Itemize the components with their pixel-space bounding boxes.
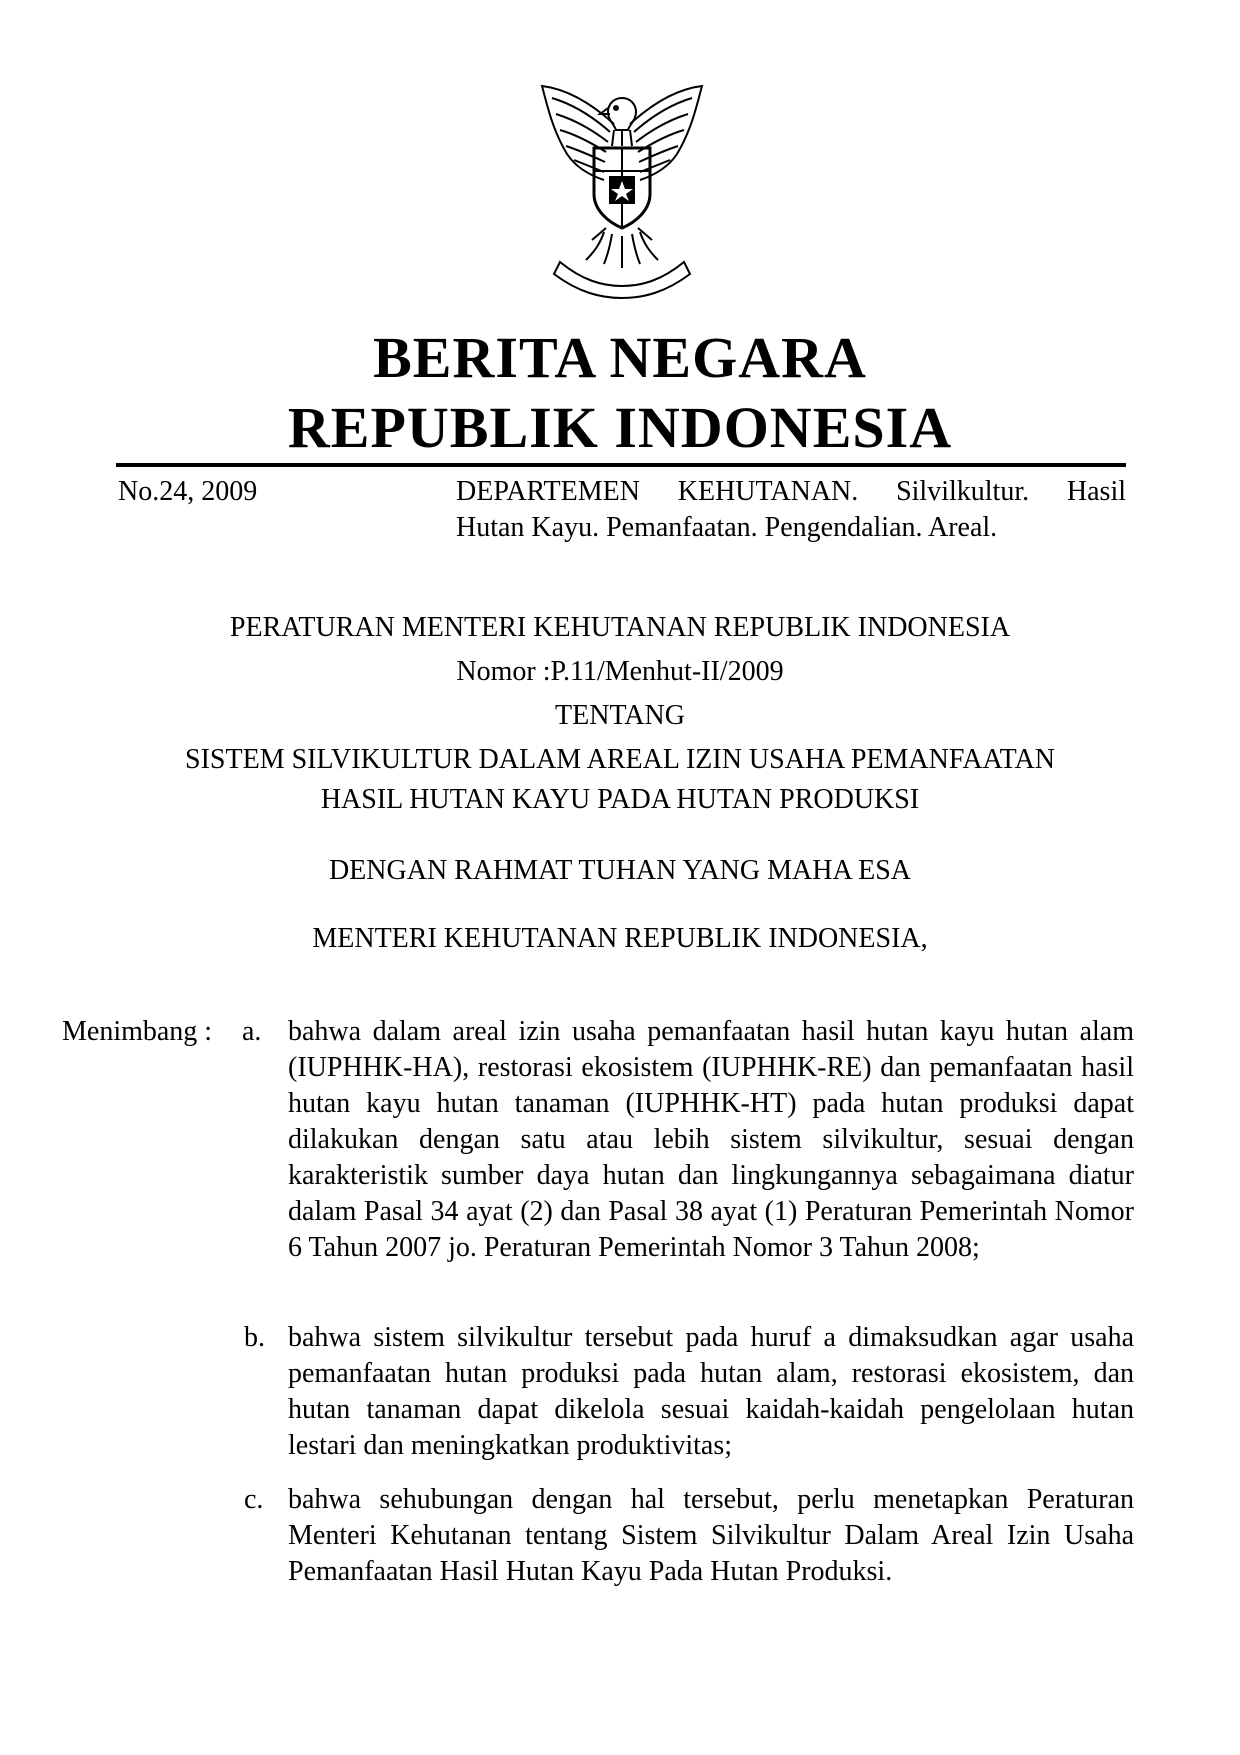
regulation-about: TENTANG [555, 700, 685, 731]
department-subject-line1: DEPARTEMEN KEHUTANAN. Silvilkultur. Hasil [456, 476, 1126, 507]
regulation-subject-line2: HASIL HUTAN KAYU PADA HUTAN PRODUKSI [320, 784, 920, 815]
consideration-c-letter: c. [244, 1484, 264, 1515]
consideration-c-text: bahwa sehubungan dengan hal tersebut, perlu menetapkan Peraturan Menteri Kehutanan tentang Sistem Silvikultur Dalam Areal Izin Usaha Pemanfaatan Hasil Hutan Kayu Pada Hutan Produksi. [288, 1484, 1134, 1587]
regulation-title: PERATURAN MENTERI KEHUTANAN REPUBLIK INDONESIA [229, 612, 1011, 643]
gazette-subtitle: REPUBLIK INDONESIA [287, 395, 953, 460]
gazette-title: BERITA NEGARA [373, 325, 867, 390]
consideration-a-letter: a. [242, 1016, 262, 1047]
consideration-a-text: bahwa dalam areal izin usaha pemanfaatan hasil hutan kayu hutan alam (IUPHHK-HA), restorasi ekosistem (IUPHHK-RE) dan pemanfaatan hasil hutan kayu hutan tanaman (IUPHHK-HT) pada hutan produksi dapat dilakukan dengan satu atau lebih sistem silvikultur, sesuai dengan karakteristik sumber daya hutan dan lingkungannya sebagaimana diatur dalam Pasal 34 ayat (2) dan Pasal 38 ayat (1) Peraturan Pemerintah Nomor 6 Tahun 2007 jo. Peraturan Pemerintah Nomor 3 Tahun 2008; [288, 1016, 1134, 1263]
regulation-subject-line1: SISTEM SILVIKULTUR DALAM AREAL IZIN USAHA PEMANFAATAN [185, 744, 1055, 775]
gazette-number: No.24, 2009 [118, 476, 258, 507]
consideration-b-letter: b. [244, 1322, 265, 1353]
department-subject [456, 474, 1126, 546]
regulation-number: Nomor :P.11/Menhut-II/2009 [456, 656, 784, 687]
department-subject-line2: Hutan Kayu. Pemanfaatan. Pengendalian. Areal. [456, 512, 998, 543]
considerations-label: Menimbang : [62, 1016, 213, 1047]
invocation: DENGAN RAHMAT TUHAN YANG MAHA ESA [328, 855, 912, 886]
consideration-b-text: bahwa sistem silvikultur tersebut pada huruf a dimaksudkan agar usaha pemanfaatan hutan produksi pada hutan alam, restorasi ekosistem, dan hutan tanaman dapat dikelola sesuai kaidah-kaidah pengelolaan hutan lestari dan meningkatkan produktivitas; [288, 1322, 1134, 1461]
minister-heading: MENTERI KEHUTANAN REPUBLIK INDONESIA, [312, 923, 928, 954]
garuda-emblem-icon [522, 84, 722, 299]
header-divider [116, 463, 1126, 467]
